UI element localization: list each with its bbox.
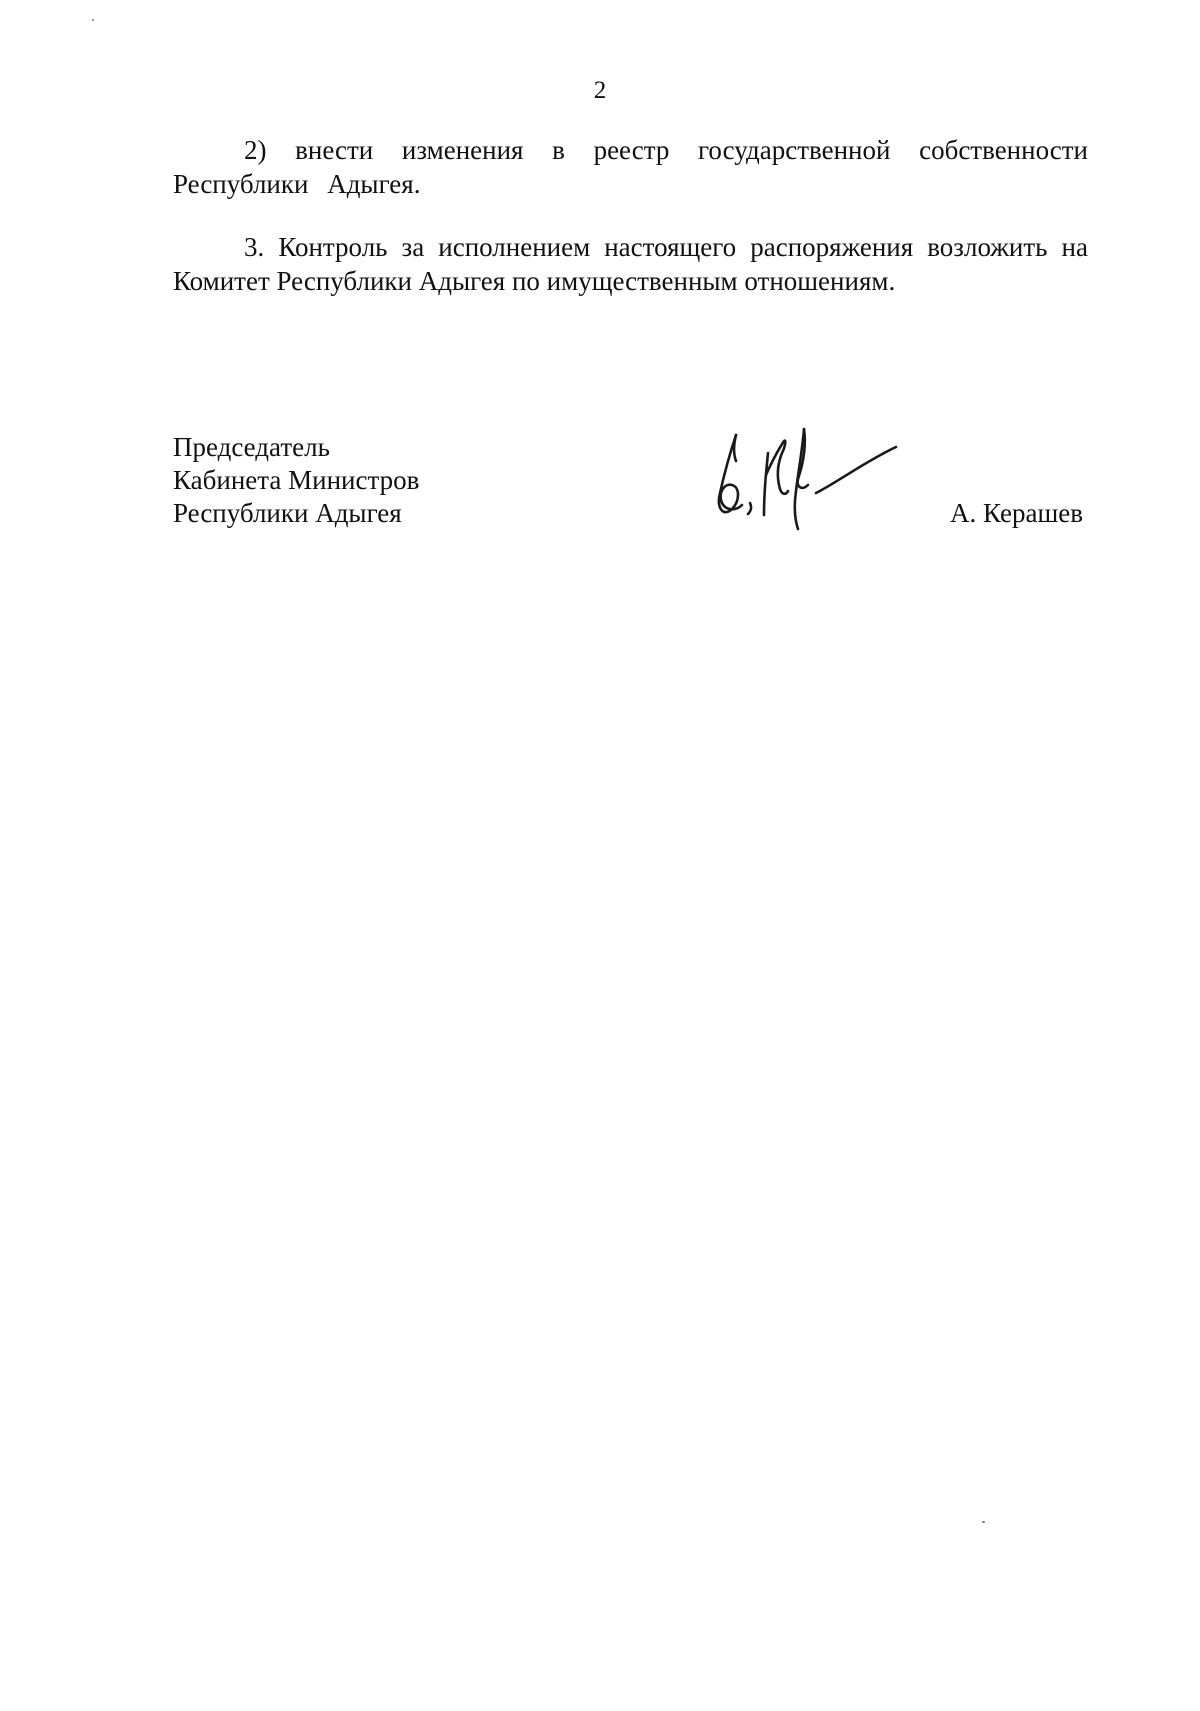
paragraph-registry-changes <box>173 133 1088 201</box>
signatory-title-line: Председатель <box>173 432 330 462</box>
paragraph-control <box>173 230 1088 298</box>
scan-speck <box>982 1521 985 1523</box>
scan-speck <box>92 19 94 21</box>
paragraph-line: Комитет Республики Адыгея по имущественным отношениям. <box>173 266 896 296</box>
signer-name: А. Керашев <box>950 498 1083 528</box>
page-number: 2 <box>593 77 607 104</box>
paragraph-line: 3. Контроль за исполнением настоящего распоряжения возложить на <box>244 232 1088 262</box>
signatory-title-line: Республики Адыгея <box>173 498 402 528</box>
handwritten-signature <box>706 413 906 538</box>
signatory-title-line: Кабинета Министров <box>173 465 420 495</box>
paragraph-line: 2) внести изменения в реестр государственной собственности <box>244 135 1088 165</box>
signatory-title <box>173 431 419 530</box>
paragraph-line: Республики Адыгея. <box>173 169 421 199</box>
